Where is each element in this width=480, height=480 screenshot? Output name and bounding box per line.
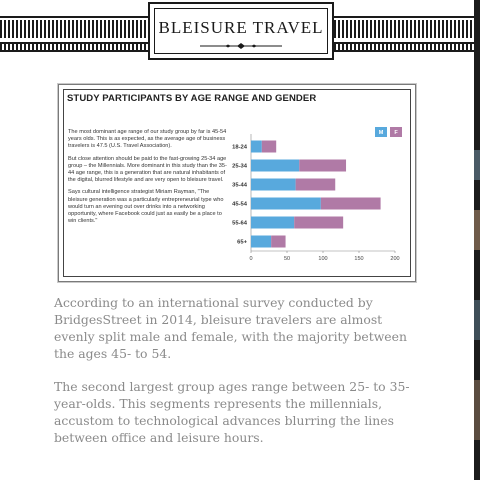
- bar-f-55-64: [294, 217, 343, 229]
- x-tick-label: 50: [283, 256, 291, 262]
- bar-m-65+: [251, 236, 271, 248]
- body-paragraph-2: [54, 378, 420, 446]
- y-category-label: 45-54: [232, 201, 247, 208]
- study-figure: [58, 84, 416, 282]
- ornament-icon: [198, 43, 284, 49]
- figure-paragraph: But close attention should be paid to the fast-growing 25-34 age group – the Millennials. More dominant in this study than the 35-44 age range, this is a generation that are natural inhabitants of the digital, blurred lifestyle and are very open to bleisure travel.: [68, 155, 227, 184]
- bar-f-35-44: [296, 179, 336, 191]
- bar-m-45-54: [251, 198, 321, 210]
- bar-m-25-34: [251, 160, 299, 172]
- figure-description: [68, 129, 228, 230]
- y-category-label: 55-64: [232, 220, 247, 227]
- x-tick-label: 200: [390, 256, 400, 262]
- header-ornament-right: [334, 16, 474, 50]
- x-tick-label: 150: [354, 256, 364, 262]
- header-ornament-left: [0, 16, 148, 50]
- body-paragraph: According to an international survey conducted by BridgesStreet in 2014, bleisure travelers are almost evenly split male and female, with the majority between the ages 45- to 54.: [54, 295, 407, 361]
- body-paragraph-1: [54, 294, 420, 362]
- legend-label: F: [394, 130, 398, 137]
- page-title: BLEISURE TRAVEL: [158, 18, 324, 37]
- x-tick-label: 100: [318, 256, 328, 262]
- title-frame: [148, 2, 334, 60]
- bar-f-18-24: [262, 141, 276, 153]
- bar-m-18-24: [251, 141, 262, 153]
- y-category-label: 18-24: [232, 144, 247, 151]
- y-category-label: 35-44: [232, 182, 247, 189]
- x-tick-label: 0: [249, 256, 253, 262]
- y-category-label: 65+: [237, 239, 247, 246]
- figure-paragraph: Says cultural intelligence strategist Miriam Rayman, "The bleisure generation was a particularly entrepreneurial type who would turn an evening out over drinks into a networking opportunity, where Facebook could just as easily be a place to win clients.": [68, 189, 224, 225]
- figure-paragraph: The most dominant age range of our study group by far is 45-54 years olds. This is as expected, as the average age of business travelers is 47.5 (U.S. Travel Association).: [68, 129, 227, 150]
- photo-edge-strip: [474, 0, 480, 480]
- body-paragraph: The second largest group ages range between 25- to 35-year-olds. This segments represents the millennials, accustom to technological advances blurring the lines between office and leisure hours.: [54, 379, 410, 445]
- bar-f-25-34: [299, 160, 346, 172]
- bar-f-45-54: [321, 198, 381, 210]
- age-gender-chart: [227, 125, 407, 265]
- bar-f-65+: [271, 236, 285, 248]
- bar-m-55-64: [251, 217, 294, 229]
- y-category-label: 25-34: [232, 163, 247, 170]
- legend-label: M: [378, 130, 384, 137]
- figure-title: STUDY PARTICIPANTS BY AGE RANGE AND GENDER: [67, 93, 317, 104]
- bar-m-35-44: [251, 179, 296, 191]
